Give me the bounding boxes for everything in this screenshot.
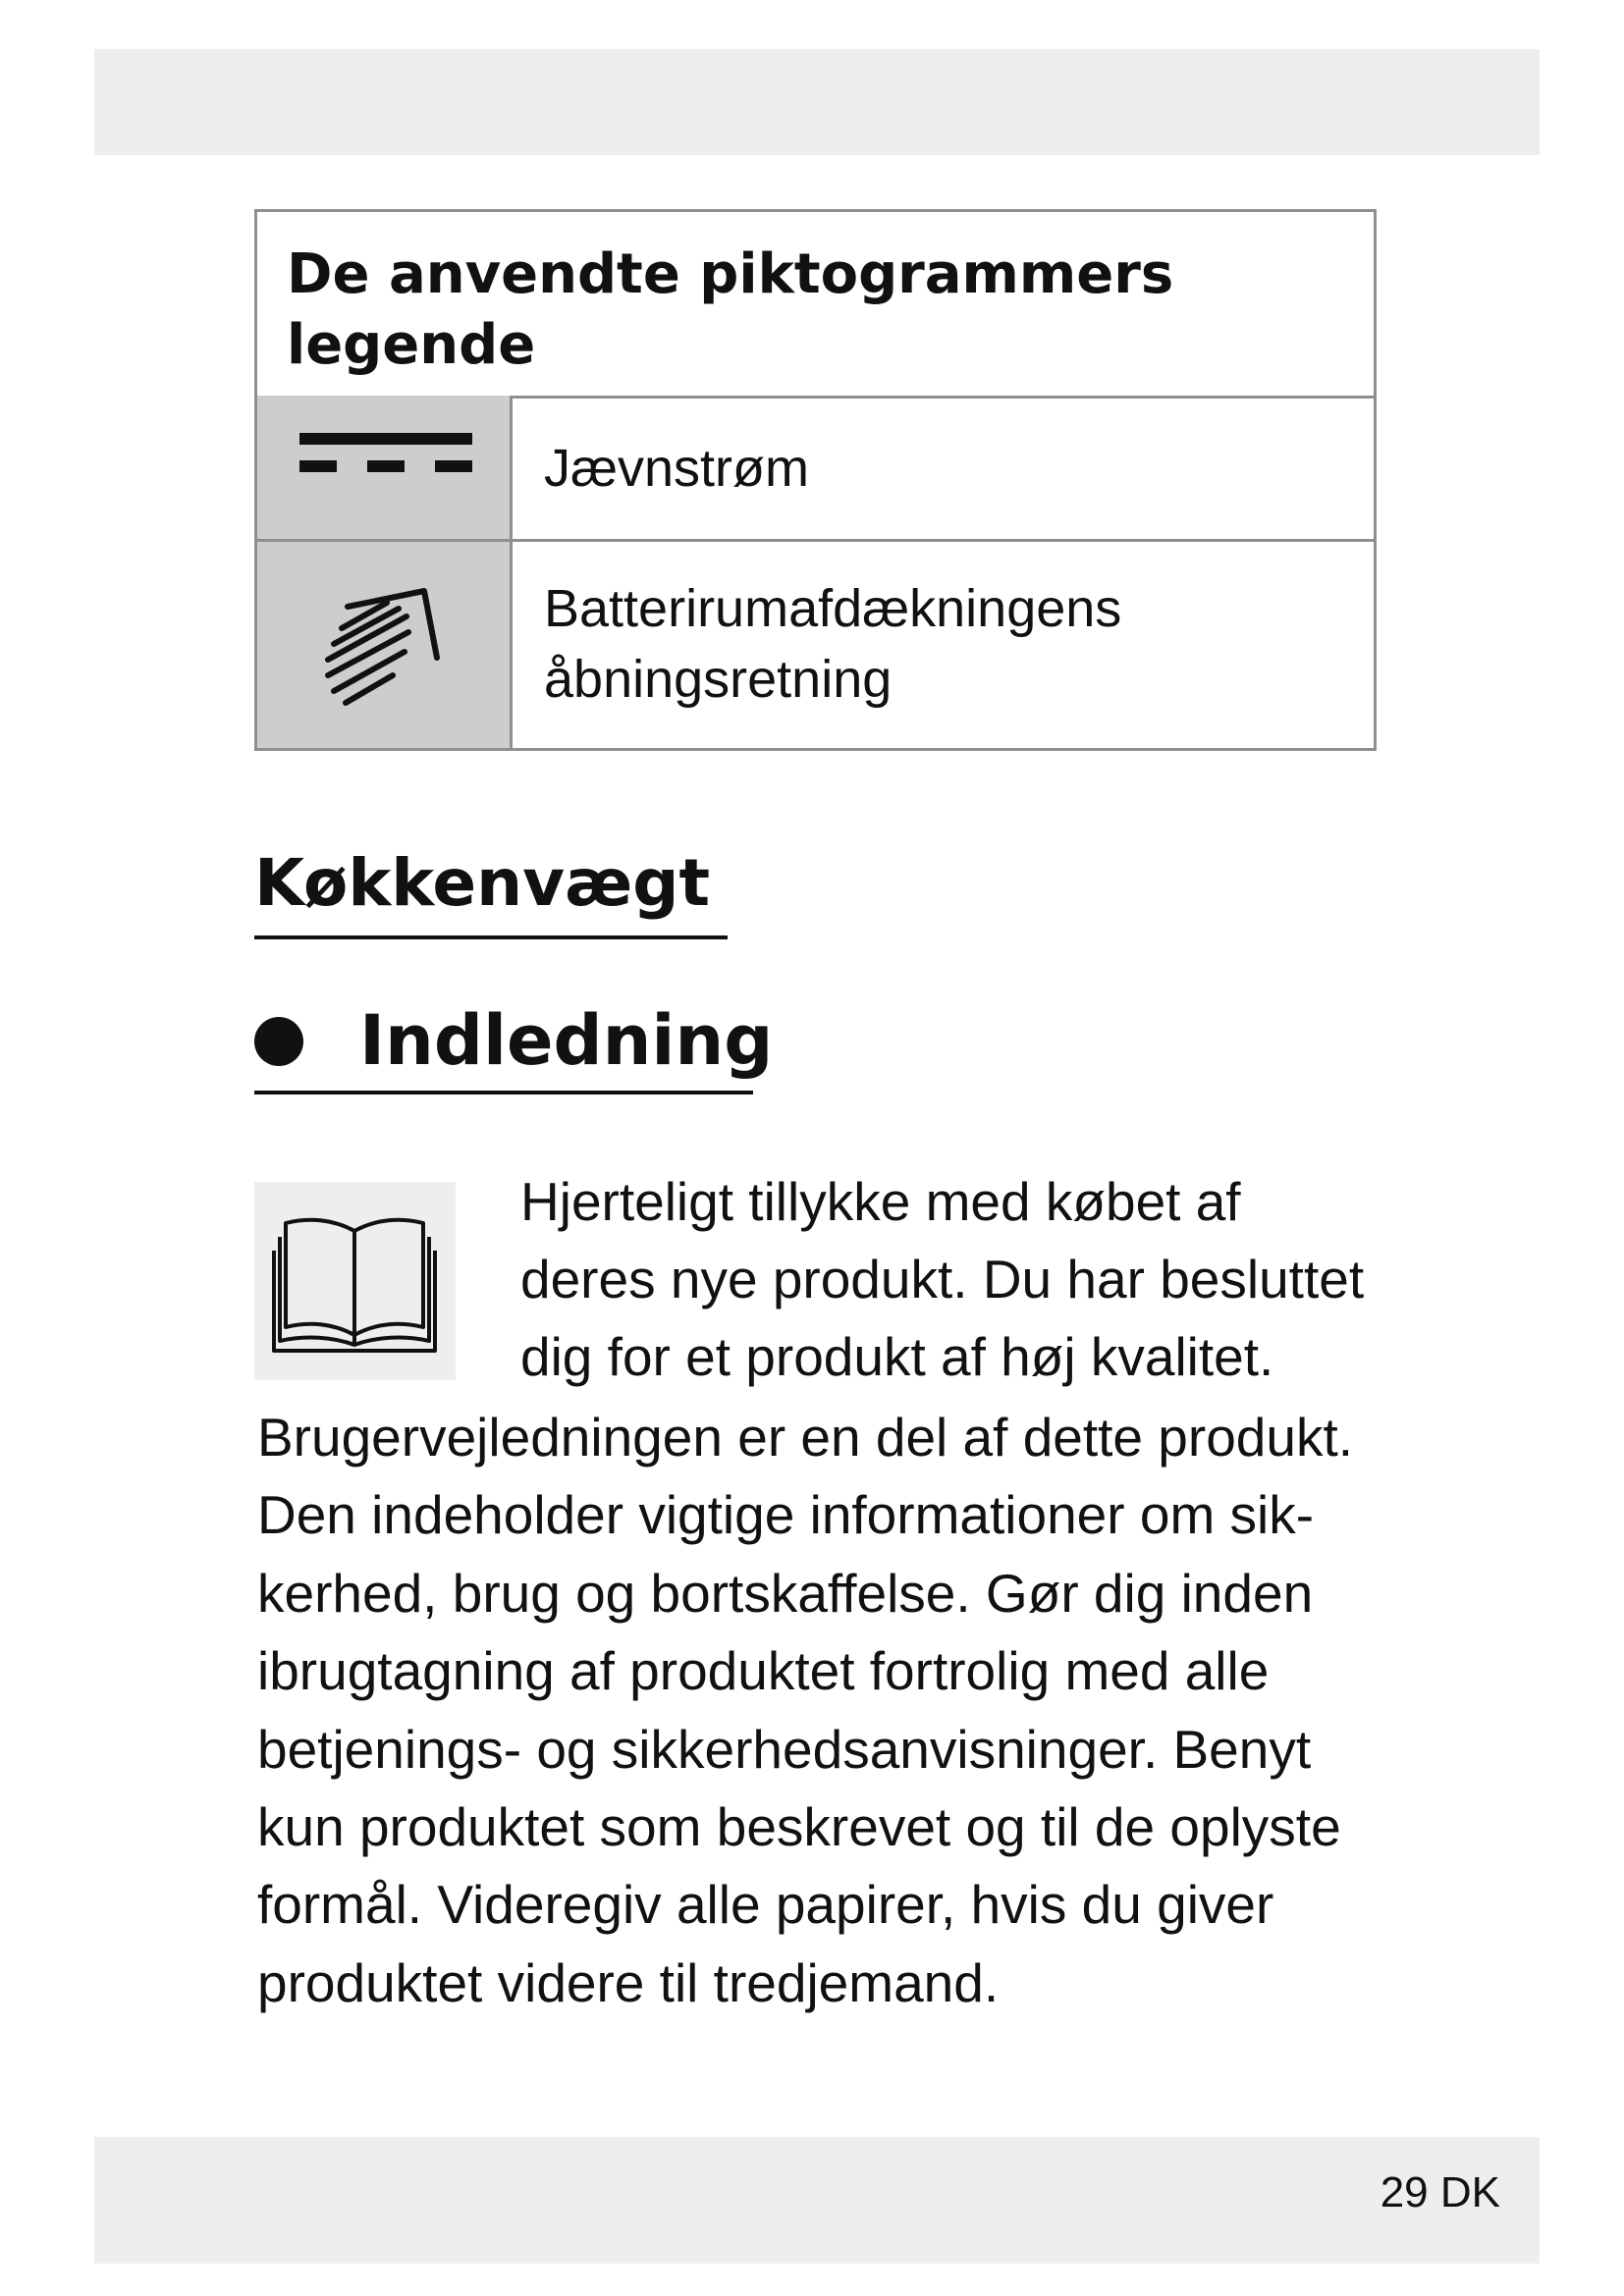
page-number: 29 DK: [1380, 2168, 1500, 2216]
legend-icon-cell: [257, 542, 513, 748]
legend-icon-cell: [257, 396, 513, 539]
legend-row-direct-current: [257, 396, 1374, 542]
body-line: Brugervejledningen er en del af dette produkt.: [257, 1407, 1354, 1468]
intro-line: Hjerteligt tillykke med købet af: [520, 1171, 1241, 1232]
footer-band: [94, 2137, 1540, 2264]
pictogram-legend-table: [254, 209, 1377, 751]
intro-line: deres nye produkt. Du har besluttet: [520, 1249, 1365, 1309]
body-line: Den indeholder vigtige informationer om sik-: [257, 1484, 1315, 1546]
body-line: kun produktet som beskrevet og til de oplyste: [257, 1796, 1341, 1858]
body-line: kerhed, brug og bortskaffelse. Gør dig inden: [257, 1562, 1314, 1624]
direct-current-icon: [257, 396, 513, 539]
body-line: formål. Videregiv alle papirer, hvis du giver: [257, 1874, 1274, 1936]
main-heading: Køkkenvægt: [254, 845, 711, 921]
body-line: betjenings- og sikkerhedsanvisninger. Benyt: [257, 1718, 1312, 1780]
main-heading-underline: [254, 935, 728, 939]
intro-body-paragraph: [257, 1399, 1386, 2022]
section-heading-underline: [254, 1091, 753, 1095]
legend-title: De anvendte piktogrammers legende: [287, 242, 1174, 377]
manual-book-icon: [254, 1182, 456, 1380]
legend-label-battery-cover: Batterirumafdækningens åbningsretning: [544, 579, 1122, 709]
legend-label-direct-current: Jævnstrøm: [544, 439, 809, 498]
manual-icon-box: [254, 1182, 456, 1380]
section-heading: Indledning: [359, 1000, 774, 1081]
header-band: [94, 49, 1540, 155]
battery-cover-opening-icon: [257, 542, 513, 748]
body-line: produktet videre til tredjemand.: [257, 1951, 1000, 2013]
legend-header: [257, 212, 1374, 399]
bullet-dot-icon: [254, 1017, 303, 1066]
body-line: ibrugtagning af produktet fortrolig med alle: [257, 1640, 1270, 1702]
legend-row-battery-cover: [257, 542, 1374, 748]
intro-line: dig for et produkt af høj kvalitet.: [520, 1326, 1274, 1387]
